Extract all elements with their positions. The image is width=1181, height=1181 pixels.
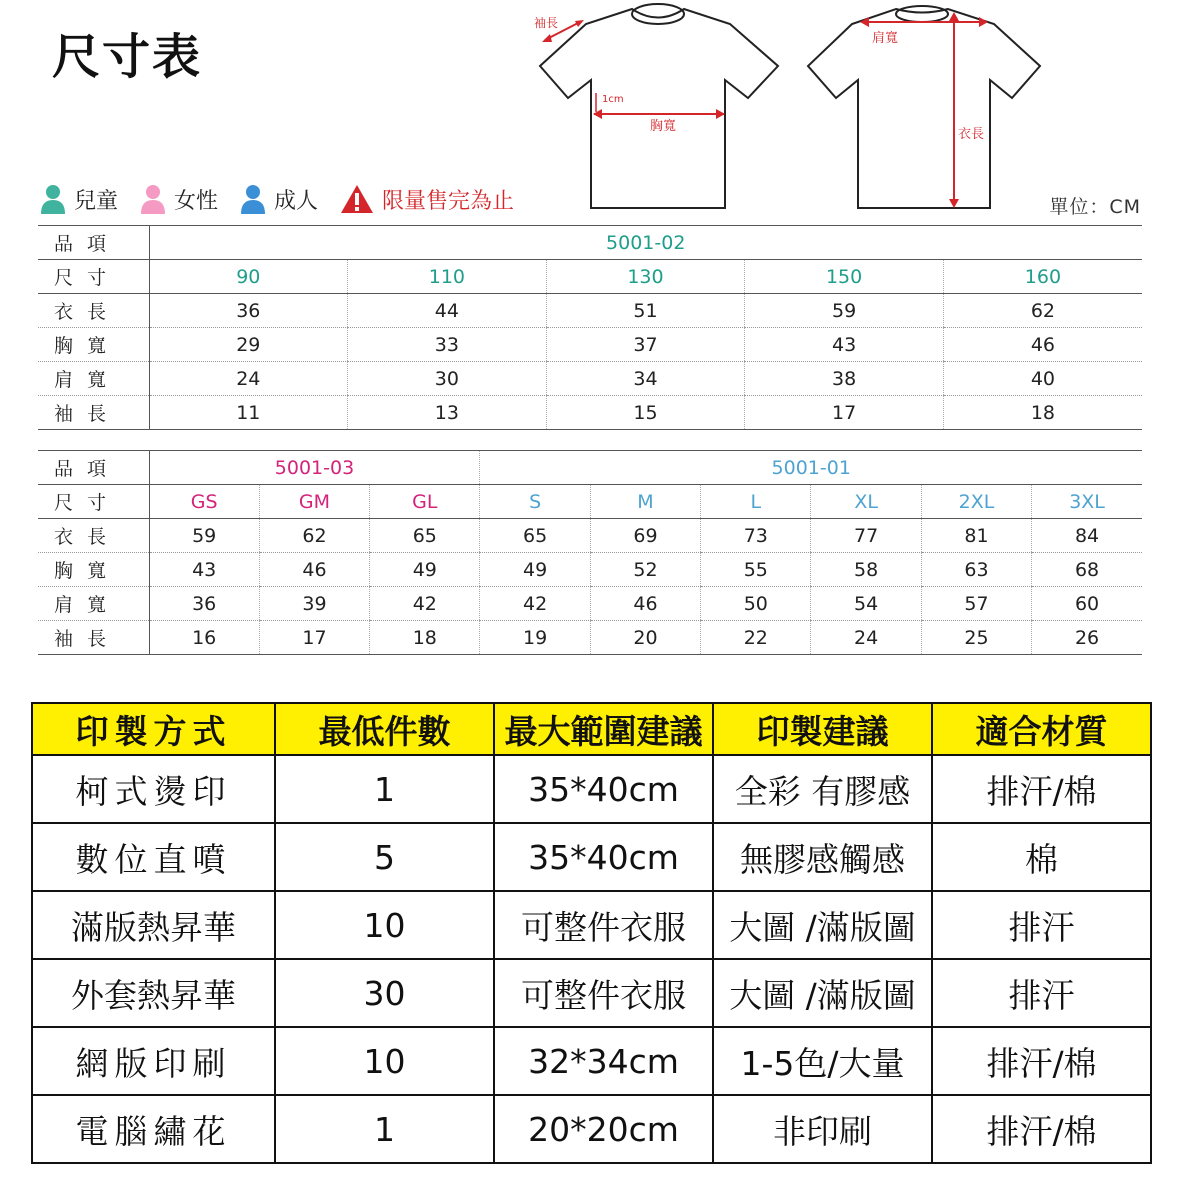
value-cell: 51: [546, 294, 745, 328]
method-cell: 柯式燙印: [32, 755, 275, 823]
value-cell: 39: [259, 587, 369, 621]
min-qty-cell: 10: [275, 1027, 494, 1095]
value-cell: 42: [480, 587, 590, 621]
page-title: 尺寸表: [52, 29, 203, 85]
value-cell: 16: [149, 621, 259, 655]
value-cell: 65: [370, 519, 480, 553]
value-cell: 73: [701, 519, 811, 553]
value-cell: 59: [149, 519, 259, 553]
printing-methods-table: [31, 702, 1152, 1164]
kids-person-icon: [40, 184, 66, 214]
method-cell: 數位直噴: [32, 823, 275, 891]
size-cell: 3XL: [1032, 485, 1142, 519]
model-5001-01: 5001-01: [480, 451, 1142, 485]
suggestion-cell: 非印刷: [713, 1095, 932, 1163]
length-annotation: 衣長: [958, 127, 985, 142]
size-cell: 130: [546, 260, 745, 294]
method-cell: 電腦繡花: [32, 1095, 275, 1163]
size-cell: 150: [745, 260, 944, 294]
value-cell: 46: [943, 328, 1142, 362]
label-chest: 胸寬: [38, 553, 149, 587]
suggestion-cell: 無膠感觸感: [713, 823, 932, 891]
material-cell: 排汗: [932, 959, 1151, 1027]
size-table-kids: [38, 225, 1142, 430]
value-cell: 37: [546, 328, 745, 362]
max-area-cell: 35*40cm: [494, 823, 713, 891]
legend-kids-label: 兒童: [74, 188, 119, 214]
value-cell: 18: [943, 396, 1142, 430]
value-cell: 68: [1032, 553, 1142, 587]
value-cell: 55: [701, 553, 811, 587]
suggestion-cell: 大圖 /滿版圖: [713, 959, 932, 1027]
value-cell: 17: [259, 621, 369, 655]
size-cell: M: [590, 485, 700, 519]
value-cell: 84: [1032, 519, 1142, 553]
value-cell: 19: [480, 621, 590, 655]
legend-women: [140, 184, 218, 215]
value-cell: 15: [546, 396, 745, 430]
label-sleeve: 袖長: [38, 621, 149, 655]
min-qty-cell: 30: [275, 959, 494, 1027]
label-shoulder: 肩寬: [38, 362, 149, 396]
header-material: 適合材質: [932, 703, 1151, 755]
max-area-cell: 35*40cm: [494, 755, 713, 823]
size-cell: S: [480, 485, 590, 519]
legend-adult: [240, 184, 318, 215]
label-item: 品項: [38, 226, 149, 260]
label-length: 衣長: [38, 294, 149, 328]
gap-annotation: 1cm: [602, 94, 624, 105]
value-cell: 36: [149, 294, 348, 328]
max-area-cell: 可整件衣服: [494, 891, 713, 959]
front-shirt-icon: [540, 4, 778, 208]
value-cell: 58: [811, 553, 921, 587]
min-qty-cell: 10: [275, 891, 494, 959]
min-qty-cell: 5: [275, 823, 494, 891]
size-cell: GM: [259, 485, 369, 519]
label-sleeve: 袖長: [38, 396, 149, 430]
value-cell: 52: [590, 553, 700, 587]
model-5001-02: 5001-02: [149, 226, 1142, 260]
value-cell: 81: [921, 519, 1031, 553]
value-cell: 54: [811, 587, 921, 621]
size-cell: 90: [149, 260, 348, 294]
shoulder-annotation: 肩寬: [872, 31, 899, 46]
value-cell: 43: [745, 328, 944, 362]
label-item: 品項: [38, 451, 149, 485]
unit-label: 單位：CM: [1049, 196, 1141, 218]
legend-limited: [340, 184, 514, 215]
value-cell: 13: [348, 396, 547, 430]
value-cell: 20: [590, 621, 700, 655]
value-cell: 30: [348, 362, 547, 396]
value-cell: 22: [701, 621, 811, 655]
value-cell: 62: [259, 519, 369, 553]
value-cell: 46: [259, 553, 369, 587]
sleeve-annotation: 袖長: [534, 16, 559, 30]
label-length: 衣長: [38, 519, 149, 553]
suggestion-cell: 全彩 有膠感: [713, 755, 932, 823]
method-cell: 外套熱昇華: [32, 959, 275, 1027]
value-cell: 43: [149, 553, 259, 587]
value-cell: 63: [921, 553, 1031, 587]
header-method: 印製方式: [32, 703, 275, 755]
size-cell: L: [701, 485, 811, 519]
value-cell: 36: [149, 587, 259, 621]
shirt-diagrams: [520, 0, 1060, 215]
value-cell: 65: [480, 519, 590, 553]
value-cell: 49: [370, 553, 480, 587]
value-cell: 62: [943, 294, 1142, 328]
header-min-qty: 最低件數: [275, 703, 494, 755]
back-shirt-icon: [808, 6, 1040, 208]
women-person-icon: [140, 184, 166, 214]
value-cell: 49: [480, 553, 590, 587]
legend-kids: [40, 184, 118, 215]
model-5001-03: 5001-03: [149, 451, 480, 485]
warning-icon: [340, 184, 374, 214]
value-cell: 46: [590, 587, 700, 621]
value-cell: 17: [745, 396, 944, 430]
method-cell: 網版印刷: [32, 1027, 275, 1095]
value-cell: 26: [1032, 621, 1142, 655]
label-shoulder: 肩寬: [38, 587, 149, 621]
value-cell: 38: [745, 362, 944, 396]
min-qty-cell: 1: [275, 755, 494, 823]
value-cell: 60: [1032, 587, 1142, 621]
size-table-adult: [38, 450, 1142, 655]
material-cell: 棉: [932, 823, 1151, 891]
label-size: 尺寸: [38, 260, 149, 294]
value-cell: 11: [149, 396, 348, 430]
material-cell: 排汗/棉: [932, 1027, 1151, 1095]
value-cell: 25: [921, 621, 1031, 655]
size-cell: 160: [943, 260, 1142, 294]
size-cell: GL: [370, 485, 480, 519]
value-cell: 40: [943, 362, 1142, 396]
value-cell: 24: [149, 362, 348, 396]
label-size: 尺寸: [38, 485, 149, 519]
max-area-cell: 可整件衣服: [494, 959, 713, 1027]
material-cell: 排汗/棉: [932, 755, 1151, 823]
suggestion-cell: 1-5色/大量: [713, 1027, 932, 1095]
legend-adult-label: 成人: [274, 188, 319, 214]
value-cell: 18: [370, 621, 480, 655]
min-qty-cell: 1: [275, 1095, 494, 1163]
value-cell: 69: [590, 519, 700, 553]
chest-annotation: 胸寬: [650, 119, 677, 134]
header-max-area: 最大範圍建議: [494, 703, 713, 755]
legend-women-label: 女性: [174, 188, 219, 214]
size-cell: 110: [348, 260, 547, 294]
header-suggestion: 印製建議: [713, 703, 932, 755]
value-cell: 50: [701, 587, 811, 621]
adult-person-icon: [240, 184, 266, 214]
value-cell: 33: [348, 328, 547, 362]
value-cell: 34: [546, 362, 745, 396]
value-cell: 24: [811, 621, 921, 655]
size-cell: 2XL: [921, 485, 1031, 519]
max-area-cell: 32*34cm: [494, 1027, 713, 1095]
value-cell: 77: [811, 519, 921, 553]
value-cell: 59: [745, 294, 944, 328]
method-cell: 滿版熱昇華: [32, 891, 275, 959]
value-cell: 44: [348, 294, 547, 328]
material-cell: 排汗: [932, 891, 1151, 959]
suggestion-cell: 大圖 /滿版圖: [713, 891, 932, 959]
value-cell: 42: [370, 587, 480, 621]
label-chest: 胸寬: [38, 328, 149, 362]
value-cell: 57: [921, 587, 1031, 621]
legend-limited-label: 限量售完為止: [382, 188, 515, 214]
value-cell: 29: [149, 328, 348, 362]
material-cell: 排汗/棉: [932, 1095, 1151, 1163]
size-cell: XL: [811, 485, 921, 519]
max-area-cell: 20*20cm: [494, 1095, 713, 1163]
legend: [40, 182, 536, 216]
size-cell: GS: [149, 485, 259, 519]
